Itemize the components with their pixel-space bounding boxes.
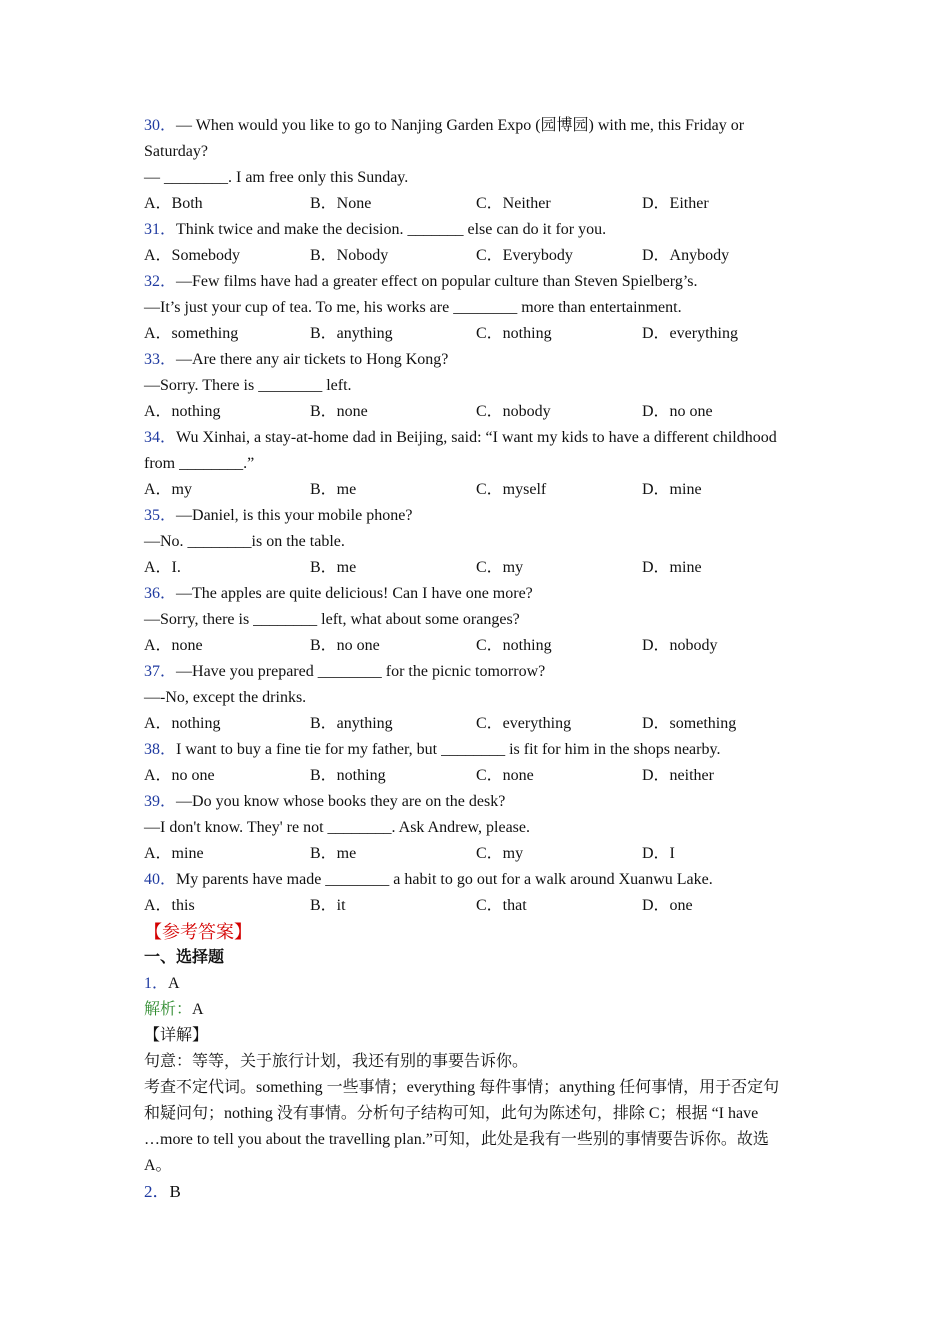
options-row [144, 399, 814, 425]
question-line [144, 139, 814, 165]
options-row [144, 191, 814, 217]
question-number: 38． [144, 741, 177, 758]
question-text: —Have you prepared ________ for the picnic tomorrow? [176, 663, 546, 680]
analysis-value: A [192, 1001, 204, 1018]
answer-number: 1． [144, 975, 169, 992]
question-text: —Are there any air tickets to Hong Kong? [176, 351, 449, 368]
question-line [144, 607, 814, 633]
options-row [144, 893, 814, 919]
question-number: 40． [144, 871, 177, 888]
question-item [144, 113, 814, 217]
option-a: A．nothing [144, 715, 221, 732]
option-c: C．nobody [476, 403, 551, 420]
question-text: —Daniel, is this your mobile phone? [176, 507, 413, 524]
document-content [144, 113, 814, 1205]
option-b: B．me [310, 845, 357, 862]
question-text: —Sorry, there is ________ left, what about some oranges? [144, 611, 520, 628]
option-b: B．no one [310, 637, 380, 654]
option-a: A．I. [144, 559, 181, 576]
option-b: B．anything [310, 715, 393, 732]
question-line [144, 295, 814, 321]
question-item [144, 503, 814, 581]
question-number: 33． [144, 351, 177, 368]
question-item [144, 347, 814, 425]
question-number: 31． [144, 221, 177, 238]
question-item [144, 737, 814, 789]
answer-1 [144, 971, 814, 997]
option-d: D．no one [642, 403, 713, 420]
options-row [144, 711, 814, 737]
option-a: A．none [144, 637, 203, 654]
option-a: A．my [144, 481, 193, 498]
option-c: C．Everybody [476, 247, 573, 264]
option-d: D．I [642, 845, 675, 862]
option-d: D．mine [642, 559, 702, 576]
question-line [144, 451, 814, 477]
question-line [144, 217, 814, 243]
question-line [144, 113, 814, 139]
question-item [144, 867, 814, 919]
option-b: B．it [310, 897, 346, 914]
question-line [144, 867, 814, 893]
option-c: C．that [476, 897, 527, 914]
question-text: from ________.” [144, 455, 255, 472]
options-row [144, 763, 814, 789]
options-row [144, 243, 814, 269]
detail-line: …more to tell you about the travelling plan.”可知，此处是我有一些别的事情要告诉你。故选 [144, 1131, 769, 1148]
option-c: C．myself [476, 481, 547, 498]
question-item [144, 659, 814, 737]
question-line [144, 737, 814, 763]
option-b: B．none [310, 403, 368, 420]
question-line [144, 373, 814, 399]
detail-line: 考查不定代词。something 一些事情；everything 每件事情；anything 任何事情，用于否定句 [144, 1079, 780, 1096]
question-line [144, 165, 814, 191]
detail-label: 【详解】 [144, 1027, 209, 1044]
question-text: —Do you know whose books they are on the desk? [176, 793, 506, 810]
options-row [144, 841, 814, 867]
question-item [144, 217, 814, 269]
option-d: D．nobody [642, 637, 718, 654]
question-line [144, 581, 814, 607]
question-text: — When would you like to go to Nanjing Garden Expo (园博园) with me, this Friday or [176, 117, 745, 134]
option-a: A．Both [144, 195, 203, 212]
question-number: 39． [144, 793, 177, 810]
option-a: A．mine [144, 845, 204, 862]
question-number: 34． [144, 429, 177, 446]
option-d: D．neither [642, 767, 714, 784]
options-row [144, 477, 814, 503]
option-c: C．nothing [476, 325, 552, 342]
question-number: 37． [144, 663, 177, 680]
question-text: My parents have made ________ a habit to go out for a walk around Xuanwu Lake. [176, 871, 713, 888]
question-text: Saturday? [144, 143, 208, 160]
question-text: I want to buy a fine tie for my father, but ________ is fit for him in the shops nearby. [176, 741, 721, 758]
question-text: —Sorry. There is ________ left. [144, 377, 352, 394]
option-a: A．something [144, 325, 239, 342]
question-text: —Few films have had a greater effect on popular culture than Steven Spielberg’s. [176, 273, 698, 290]
answer-number: 2． [144, 1182, 170, 1201]
option-d: D．something [642, 715, 737, 732]
option-d: D．Anybody [642, 247, 730, 264]
question-text: Think twice and make the decision. _______ else can do it for you. [176, 221, 607, 238]
question-text: — ________. I am free only this Sunday. [144, 169, 409, 186]
detail-line: A。 [144, 1157, 172, 1174]
answer-value: A [168, 975, 180, 992]
question-number: 36． [144, 585, 177, 602]
option-c: C．everything [476, 715, 572, 732]
option-a: A．no one [144, 767, 215, 784]
option-b: B．None [310, 195, 372, 212]
analysis-label: 解析： [144, 1001, 193, 1018]
question-text: —It’s just your cup of tea. To me, his works are ________ more than entertainment. [144, 299, 682, 316]
question-line [144, 425, 814, 451]
option-d: D．mine [642, 481, 702, 498]
options-row [144, 555, 814, 581]
detail-line: 和疑问句；nothing 没有事情。分析句子结构可知，此句为陈述句，排除 C；根据 “I have [144, 1105, 759, 1122]
section-heading: 一、选择题 [144, 949, 225, 966]
option-c: C．my [476, 845, 524, 862]
options-row [144, 633, 814, 659]
analysis-line [144, 997, 814, 1023]
option-c: C．none [476, 767, 534, 784]
option-c: C．Neither [476, 195, 551, 212]
question-line [144, 659, 814, 685]
options-row [144, 321, 814, 347]
question-text: —-No, except the drinks. [144, 689, 307, 706]
question-line [144, 269, 814, 295]
question-item [144, 789, 814, 867]
answer-value: B [169, 1182, 181, 1201]
option-c: C．nothing [476, 637, 552, 654]
question-number: 32． [144, 273, 177, 290]
option-d: D．one [642, 897, 693, 914]
option-b: B．anything [310, 325, 393, 342]
question-number: 30． [144, 117, 177, 134]
question-item [144, 269, 814, 347]
question-text: —I don't know. They' re not ________. Ask Andrew, please. [144, 819, 531, 836]
question-line [144, 789, 814, 815]
question-line [144, 503, 814, 529]
option-a: A．nothing [144, 403, 221, 420]
question-line [144, 685, 814, 711]
option-b: B．Nobody [310, 247, 389, 264]
question-text: —The apples are quite delicious! Can I have one more? [176, 585, 533, 602]
question-line [144, 529, 814, 555]
option-b: B．me [310, 559, 357, 576]
option-d: D．everything [642, 325, 738, 342]
option-d: D．Either [642, 195, 709, 212]
answer-2 [144, 1179, 814, 1205]
option-a: A．this [144, 897, 195, 914]
option-a: A．Somebody [144, 247, 241, 264]
question-item [144, 425, 814, 503]
question-number: 35． [144, 507, 177, 524]
detail-line: 句意：等等，关于旅行计划，我还有别的事要告诉你。 [144, 1053, 529, 1070]
answer-key-heading: 【参考答案】 [144, 922, 252, 942]
option-c: C．my [476, 559, 524, 576]
option-b: B．me [310, 481, 357, 498]
question-text: Wu Xinhai, a stay-at-home dad in Beijing, said: “I want my kids to have a different childhood [176, 429, 777, 446]
question-line [144, 815, 814, 841]
question-item [144, 581, 814, 659]
option-b: B．nothing [310, 767, 386, 784]
question-text: —No. ________is on the table. [144, 533, 345, 550]
question-line [144, 347, 814, 373]
